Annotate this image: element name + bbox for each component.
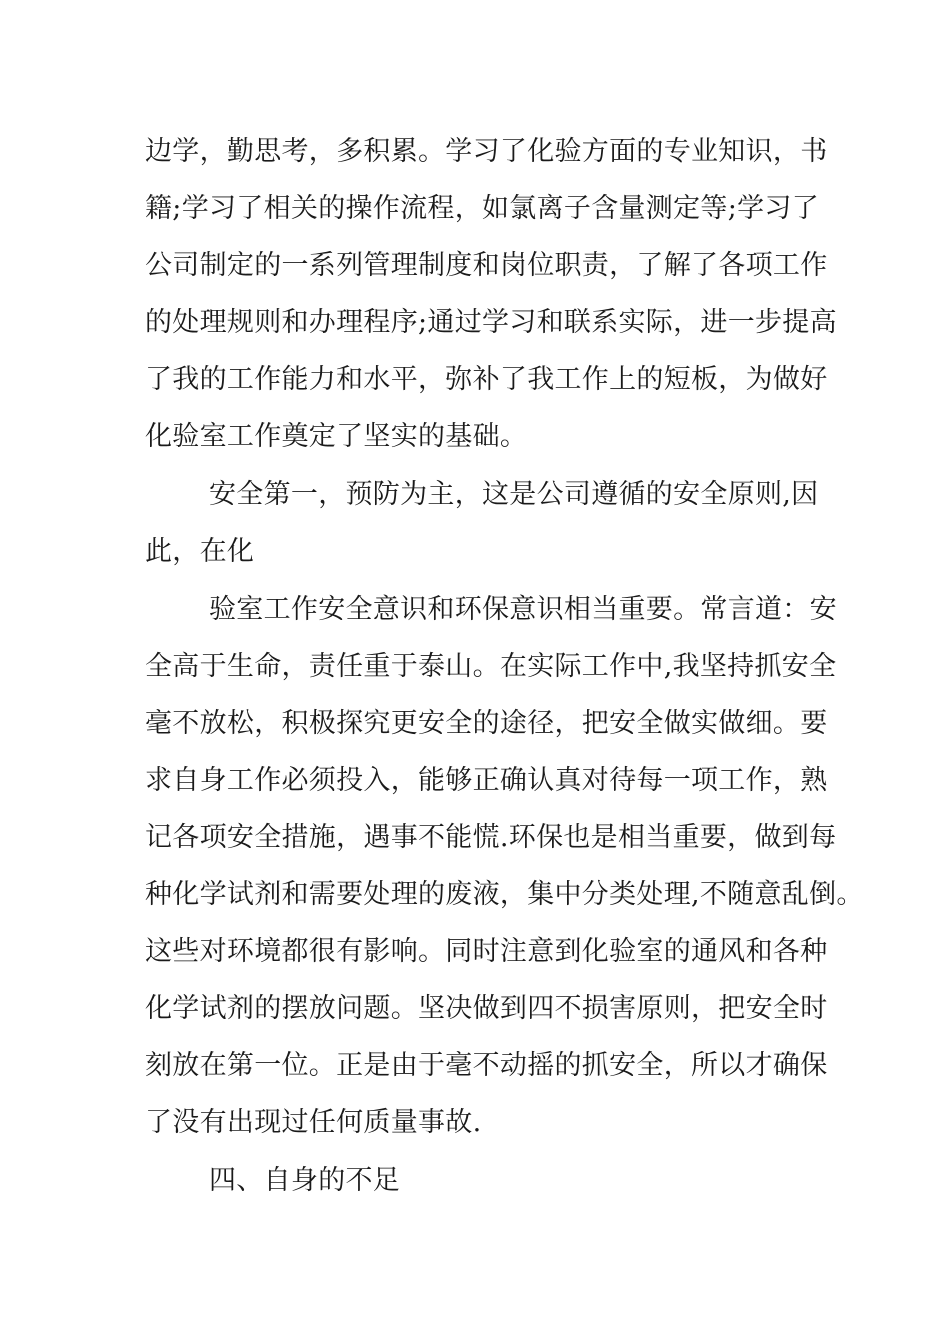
text-line: 此，在化 xyxy=(145,536,255,567)
text-line: 种化学试剂和需要处理的废液，集中分类处理,不随意乱倒。 xyxy=(145,879,864,910)
text-line: 化学试剂的摆放问题。坚决做到四不损害原则，把安全时 xyxy=(145,993,828,1024)
text-line: 的处理规则和办理程序;通过学习和联系实际，进一步提高 xyxy=(145,307,837,338)
text-line: 记各项安全措施，遇事不能慌.环保也是相当重要，做到每 xyxy=(145,822,837,853)
text-line: 求自身工作必须投入，能够正确认真对待每一项工作，熟 xyxy=(145,765,828,796)
text-line: 毫不放松，积极探究更安全的途径，把安全做实做细。要 xyxy=(145,708,828,739)
section-heading: 四、自身的不足 xyxy=(209,1165,401,1196)
text-line: 这些对环境都很有影响。同时注意到化验室的通风和各种 xyxy=(145,936,828,967)
text-line: 边学，勤思考，多积累。学习了化验方面的专业知识，书 xyxy=(145,136,828,167)
text-line: 刻放在第一位。正是由于毫不动摇的抓安全，所以才确保 xyxy=(145,1050,828,1081)
text-line: 化验室工作奠定了坚实的基础。 xyxy=(145,421,528,452)
text-line: 籍;学习了相关的操作流程，如氯离子含量测定等;学习了 xyxy=(145,193,819,224)
text-line: 公司制定的一系列管理制度和岗位职责，了解了各项工作 xyxy=(145,250,828,281)
text-line: 安全第一，预防为主，这是公司遵循的安全原则,因 xyxy=(209,479,819,510)
text-line: 验室工作安全意识和环保意识相当重要。常言道：安 xyxy=(209,594,837,625)
text-line: 全高于生命，责任重于泰山。在实际工作中,我坚持抓安全 xyxy=(145,651,837,682)
text-line: 了没有出现过任何质量事故. xyxy=(145,1107,482,1138)
text-line: 了我的工作能力和水平，弥补了我工作上的短板，为做好 xyxy=(145,364,828,395)
